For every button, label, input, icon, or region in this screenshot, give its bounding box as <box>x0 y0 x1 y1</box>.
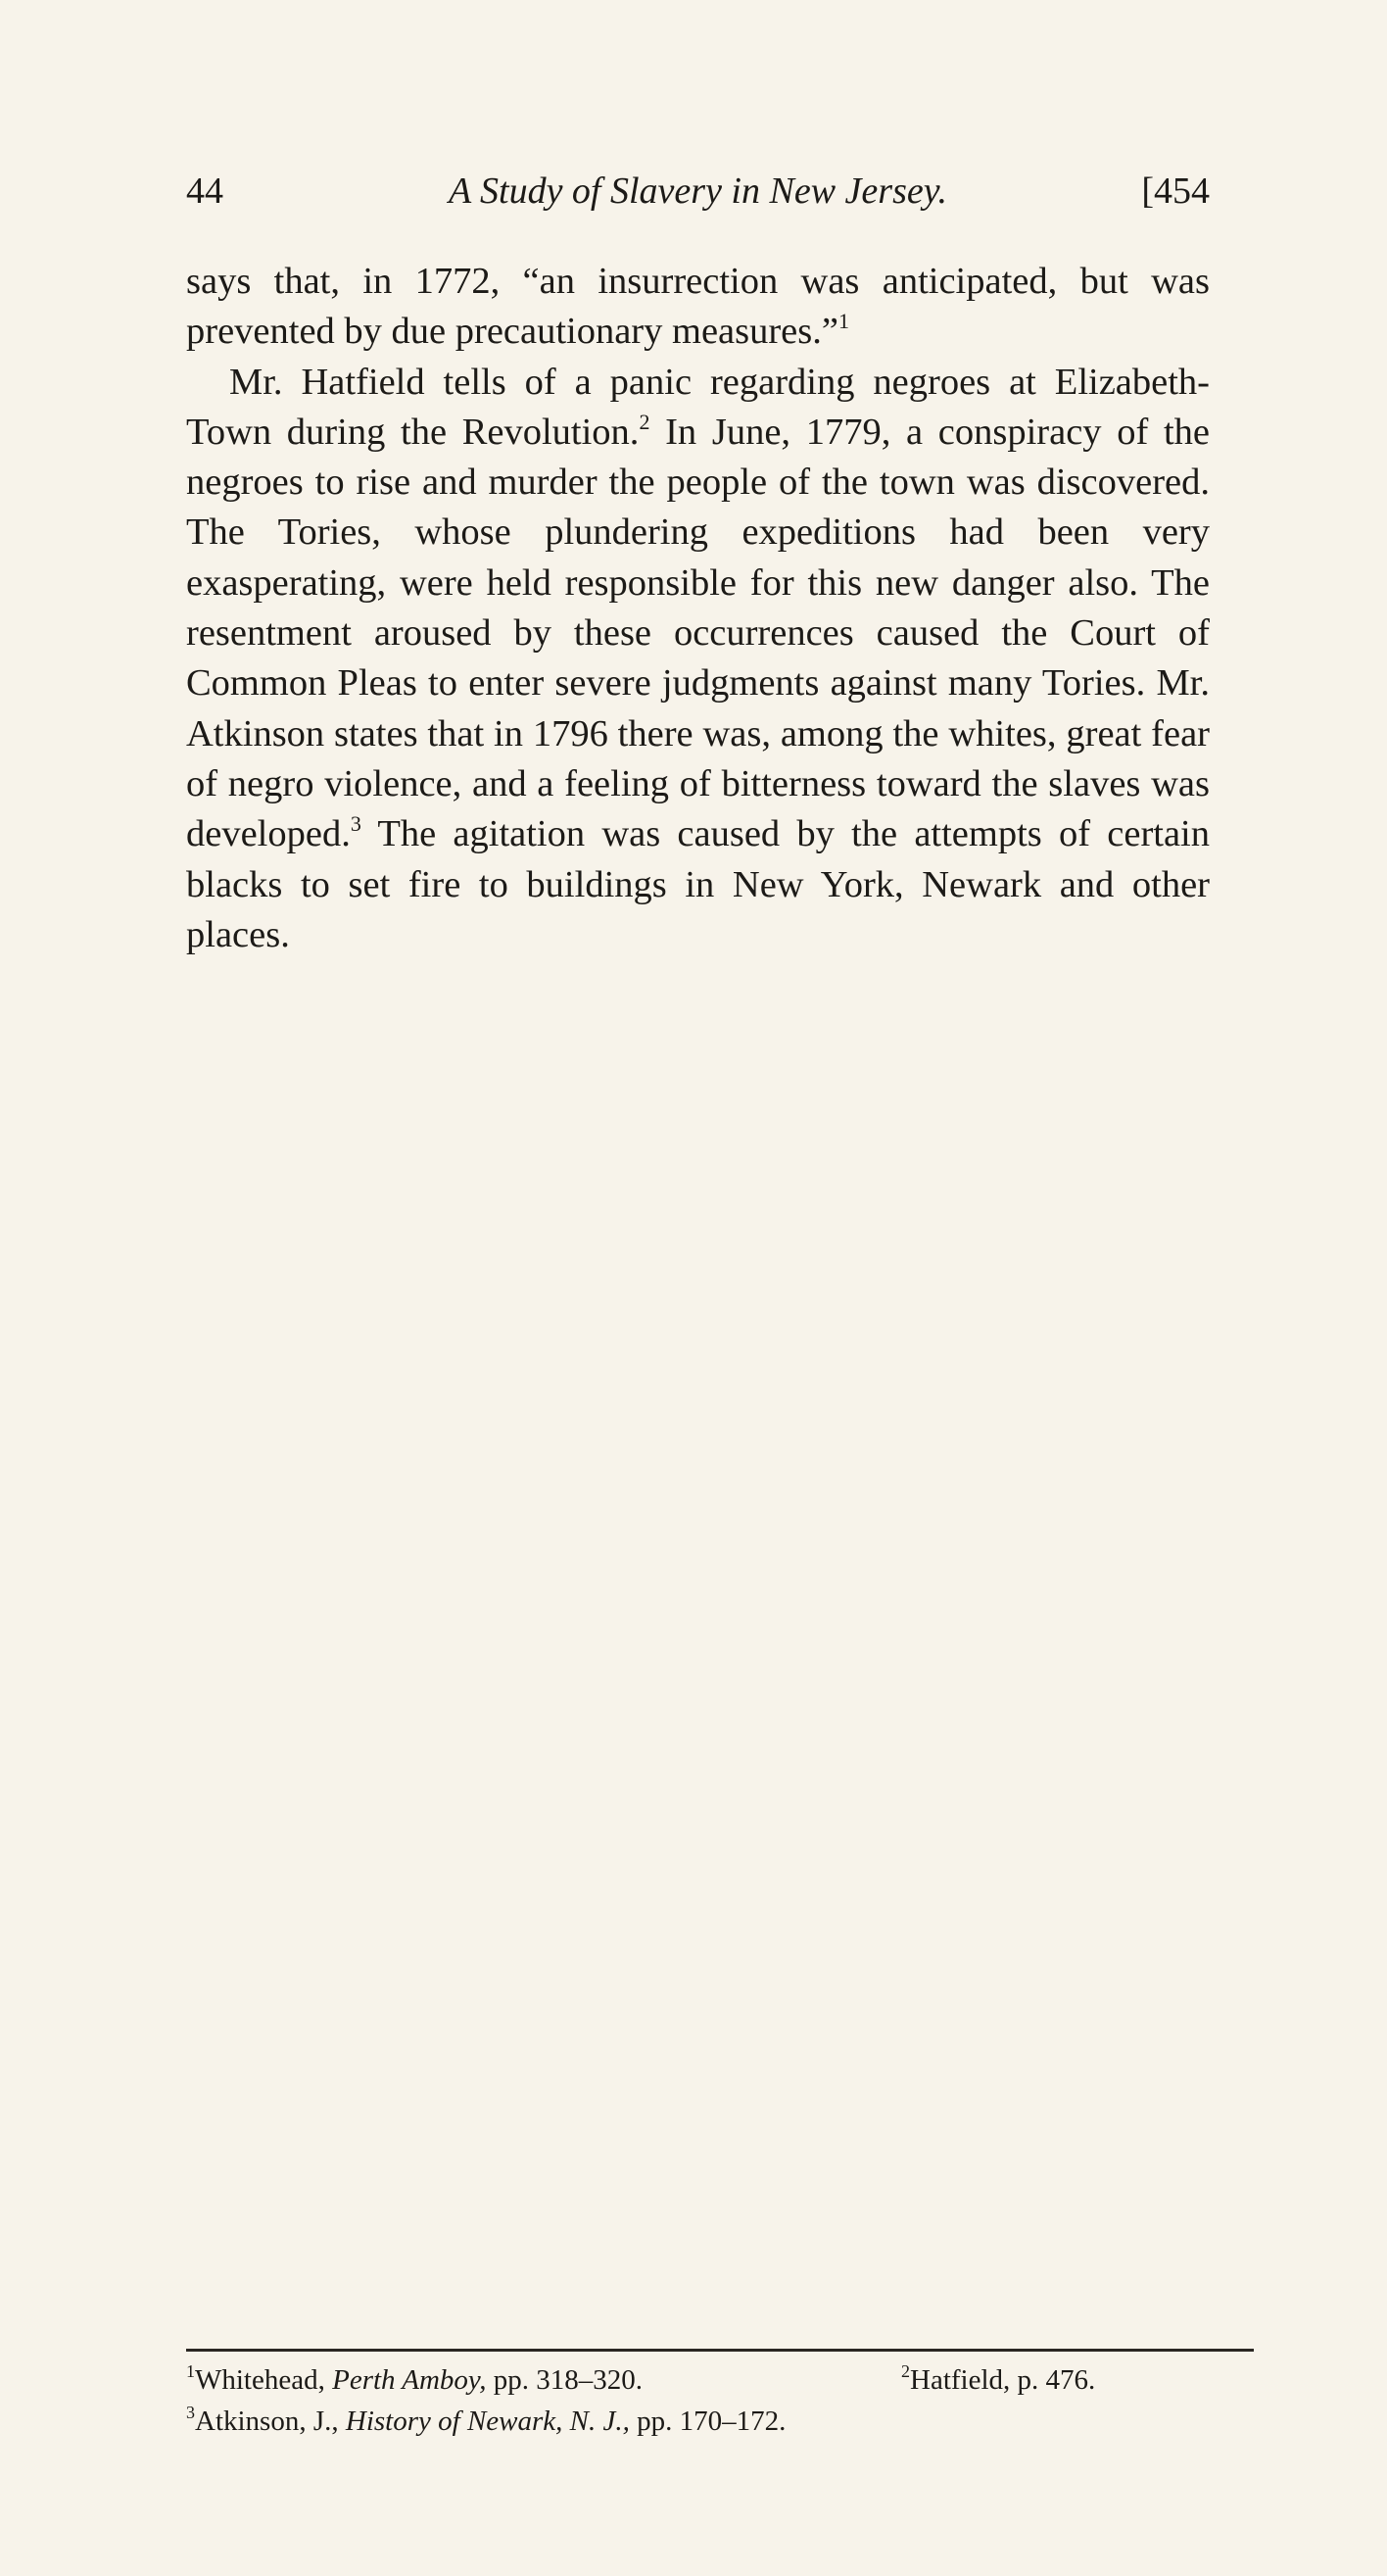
footnote-marker: 3 <box>186 2403 195 2422</box>
paragraph-text: In June, 1779, a conspiracy of the negroes to rise and murder the people of the town was discovered. The Tories, whose plundering expeditions had been very exasperating, were held responsible for this new danger also. The resentment aroused by these occurrences caused the Court of Common Pleas to enter severe judgments against many Tories. Mr. Atkinson states that in 1796 there was, among the whites, great fear of negro violence, and a feeling of bitterness toward the slaves was developed. <box>186 411 1210 855</box>
paragraph-text: Mr. Hatfield tells of a panic regarding negroes at Elizabeth-Town during the Revolution. <box>186 361 1210 453</box>
footnote-ref: 2 <box>639 409 650 434</box>
footnote-2 <box>901 2359 1095 2401</box>
body-text <box>186 257 1210 960</box>
footnote-author: Atkinson, J., <box>195 2406 346 2437</box>
footnote-work: Perth Amboy, <box>332 2364 487 2396</box>
footnote-text: Hatfield, p. 476. <box>910 2364 1096 2396</box>
bracketed-page-number: [454 <box>1141 170 1210 212</box>
footnote-marker: 2 <box>901 2361 910 2381</box>
footnote-3 <box>186 2403 787 2437</box>
running-title: A Study of Slavery in New Jersey. <box>448 170 947 212</box>
footnote-line <box>186 2359 1254 2401</box>
paragraph-text: The agitation was caused by the attempts of certain blacks to set fire to buildings in New York, Newark and other places. <box>186 813 1210 955</box>
footnote-divider <box>186 2349 1254 2352</box>
running-header <box>186 162 1210 220</box>
page-number: 44 <box>186 170 223 212</box>
paragraph <box>186 358 1210 961</box>
footnote-ref: 1 <box>837 309 849 334</box>
footnote-ref: 3 <box>350 811 361 837</box>
footnotes <box>186 2359 1254 2442</box>
footnote-marker: 1 <box>186 2361 195 2381</box>
footnote-pages: pp. 170–172. <box>629 2406 787 2437</box>
paragraph-text: says that, in 1772, “an insurrection was anticipated, but was prevented by due precautionary measures.” <box>186 261 1210 353</box>
footnote-line <box>186 2401 1254 2442</box>
footnote-pages: pp. 318–320. <box>486 2364 643 2396</box>
footnote-work: History of Newark, N. J., <box>345 2406 630 2437</box>
footnote-1 <box>186 2361 643 2396</box>
paragraph-continued <box>186 257 1210 358</box>
footnote-author: Whitehead, <box>195 2364 333 2396</box>
